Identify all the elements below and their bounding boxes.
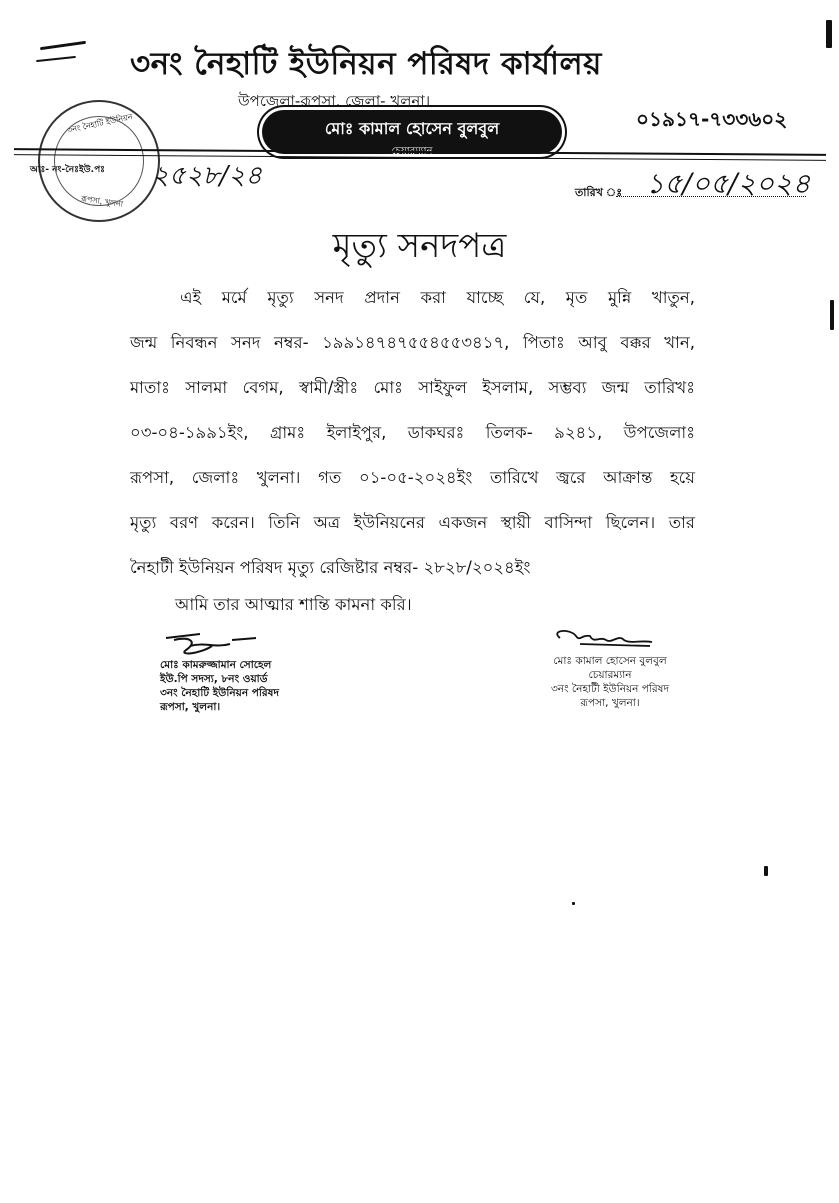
seal-text-bottom: রূপসা, খুলনা	[80, 194, 124, 209]
member-office: ৩নং নৈহাটি ইউনিয়ন পরিষদ	[160, 687, 279, 699]
certificate-body	[130, 275, 695, 590]
memo-number: ২৫২৮/২৪	[152, 161, 263, 191]
scan-mark	[36, 56, 76, 62]
chairman-badge	[262, 110, 562, 157]
scan-mark	[830, 300, 834, 330]
chairman-signature-block	[520, 624, 700, 710]
office-address: উপজেলা-রূপসা, জেলা- খুলনা।	[238, 92, 431, 110]
closing-remark: আমি তার আত্মার শান্তি কামনা করি।	[175, 595, 412, 614]
chairman-sig-name: মোঃ কামাল হোসেন বুলবুল	[553, 655, 667, 667]
body-line: মৃত্যু বরণ করেন। তিনি অত্র ইউনিয়নের একজন স্থায়ী বাসিন্দা ছিলেন। তার	[130, 513, 695, 532]
document-title: মৃত্যু সনদপত্র	[332, 226, 507, 266]
body-line: রূপসা, জেলাঃ খুলনা। গত ০১-০৫-২০২৪ইং তারিখে জ্বরে আক্রান্ত হয়ে	[130, 468, 695, 487]
office-title: ৩নং নৈহাটি ইউনিয়ন পরিষদ কার্যালয়	[130, 46, 602, 82]
member-signature-mark	[160, 628, 270, 658]
office-phone: ০১৯১৭-৭৩৩৬০২	[636, 107, 788, 131]
chairman-sig-title: চেয়ারম্যান	[588, 669, 632, 681]
scan-mark	[826, 20, 832, 48]
chairman-name: মোঃ কামাল হোসেন বুলবুল	[324, 119, 500, 138]
issue-date: ১৫/০৫/২০২৪	[646, 167, 811, 200]
member-location: রূপসা, খুলনা।	[160, 701, 221, 713]
seal-text-mid: আঃ- নং-নৈঃইউ.পঃ	[30, 165, 105, 175]
member-title: ইউ.পি সদস্য, ৮নং ওয়ার্ড	[160, 673, 268, 685]
scan-mark	[764, 866, 768, 876]
scan-mark	[40, 41, 86, 50]
date-label: তারিখ ঃ	[575, 186, 623, 199]
body-line: এই মর্মে মৃত্যু সনদ প্রদান করা যাচ্ছে যে, মৃত মুন্নি খাতুন,	[180, 288, 695, 307]
official-seal	[30, 100, 160, 222]
chairman-sig-location: রূপসা, খুলনা।	[580, 697, 640, 709]
chairman-sig-office: ৩নং নৈহাটী ইউনিয়ন পরিষদ	[550, 683, 669, 695]
chairman-role: চেয়ারম্যান	[391, 146, 433, 157]
scan-mark	[572, 902, 575, 905]
seal-text-top: ৩নং নৈহাটি ইউনিয়ন	[66, 112, 134, 135]
body-line: জন্ম নিবন্ধন সনদ নম্বর- ১৯৯১৪৭৪৭৫৫৪৫৫৩৪১৭, পিতাঃ আবু বক্কর খান,	[130, 333, 695, 352]
body-line: মাতাঃ সালমা বেগম, স্বামী/স্ত্রীঃ মোঃ সাইফুল ইসলাম, সম্ভব্য জন্ম তারিখঃ	[130, 378, 695, 397]
body-line: ০৩-০৪-১৯৯১ইং, গ্রামঃ ইলাইপুর, ডাকঘরঃ তিলক- ৯২৪১, উপজেলাঃ	[130, 423, 695, 442]
body-line: নৈহাটী ইউনিয়ন পরিষদ মৃত্যু রেজিষ্টার নম্বর- ২৮২৮/২০২৪ইং	[130, 558, 531, 577]
member-name: মোঃ কামরুজ্জামান সোহেল	[160, 659, 272, 671]
chairman-signature-mark	[520, 624, 670, 654]
member-signature-block	[160, 628, 360, 714]
